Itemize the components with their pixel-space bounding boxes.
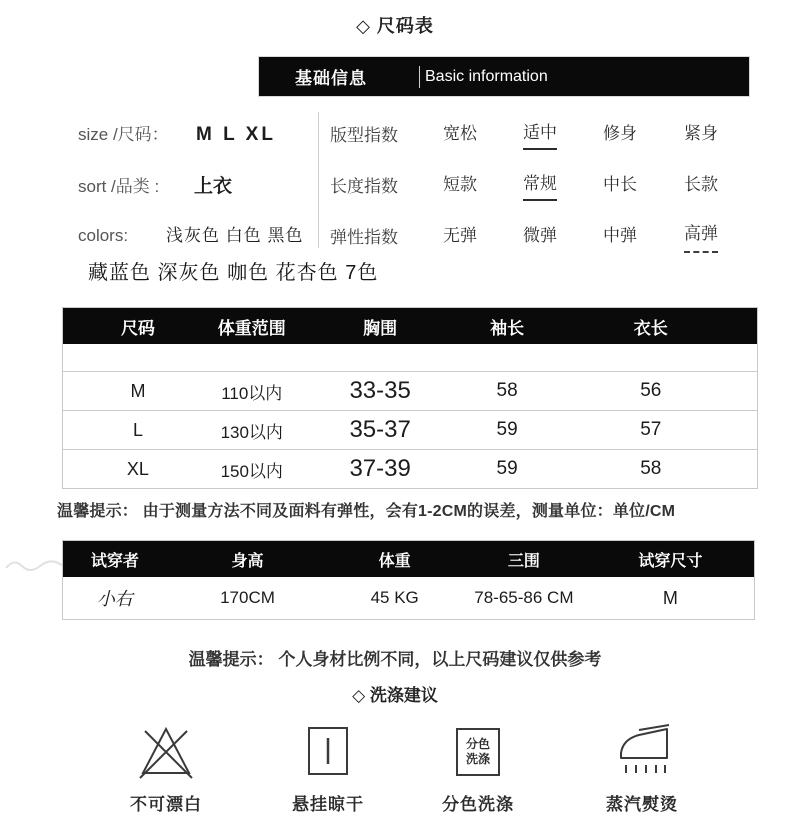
column-header: 胸围 bbox=[363, 318, 398, 338]
size-field-value: M L XL bbox=[196, 124, 276, 145]
bust-cell: 33-35 bbox=[349, 377, 411, 404]
wash-item-hang-dry bbox=[263, 720, 393, 815]
basic-info-header-bar bbox=[258, 56, 750, 97]
column-header: 体重 bbox=[378, 552, 411, 570]
sort-field-label: sort /品类 : bbox=[78, 177, 160, 196]
sleeve-cell: 58 bbox=[496, 380, 518, 401]
size-cell: M bbox=[130, 380, 146, 401]
fit-size-cell: M bbox=[662, 587, 678, 608]
size-field bbox=[78, 120, 276, 146]
measurement-notice: 温馨提示： 由于测量方法不同及面料有弹性，会有1-2CM的误差，测量单位：单位/CM bbox=[57, 503, 676, 520]
measurements-cell: 78-65-86 CM bbox=[474, 588, 574, 607]
height-cell: 170CM bbox=[220, 588, 275, 607]
fit-option-selected: 适中 bbox=[500, 118, 580, 150]
elasticity-option: 微弹 bbox=[523, 225, 557, 245]
fit-table-header bbox=[63, 541, 754, 577]
length-index-label: 长度指数 bbox=[330, 177, 398, 196]
length-option: 长款 bbox=[684, 174, 718, 194]
size-cell: L bbox=[132, 419, 143, 440]
wash-item-label: 悬挂晾干 bbox=[292, 795, 364, 814]
sort-field bbox=[78, 171, 232, 198]
colors-field-label: colors: bbox=[78, 226, 129, 245]
weight-cell: 130以内 bbox=[220, 422, 283, 442]
sort-field-value: 上衣 bbox=[194, 176, 233, 197]
length-index-row bbox=[322, 159, 742, 210]
length-option-selected: 常规 bbox=[500, 169, 580, 201]
size-table bbox=[62, 307, 758, 489]
wash-section-title: ◇ 洗涤建议 bbox=[352, 686, 438, 705]
wash-item-no-bleach bbox=[101, 720, 231, 815]
table-row bbox=[63, 372, 757, 411]
basic-info-title-zh: 基础信息 bbox=[295, 69, 367, 88]
weight-cell: 110以内 bbox=[221, 383, 283, 403]
column-header: 尺码 bbox=[120, 318, 155, 338]
length-option: 短款 bbox=[443, 174, 477, 194]
wash-item-label: 不可漂白 bbox=[130, 795, 202, 814]
empty-row bbox=[63, 344, 757, 372]
reference-notice: 温馨提示： 个人身材比例不同，以上尺码建议仅供参考 bbox=[188, 650, 602, 669]
column-header: 身高 bbox=[231, 552, 264, 570]
weight-cell: 45 KG bbox=[370, 588, 419, 607]
fit-option: 紧身 bbox=[684, 123, 718, 143]
length-cell: 57 bbox=[640, 419, 662, 440]
index-grid bbox=[322, 108, 742, 261]
size-field-label: size /尺码： bbox=[78, 125, 169, 144]
vertical-divider bbox=[419, 66, 420, 88]
table-row bbox=[63, 411, 757, 450]
elasticity-index-label: 弹性指数 bbox=[330, 228, 398, 247]
wash-item-label: 分色洗涤 bbox=[442, 795, 514, 814]
steam-iron-icon bbox=[577, 720, 707, 784]
no-bleach-icon bbox=[101, 720, 231, 784]
fit-report-table bbox=[62, 540, 755, 620]
sleeve-cell: 59 bbox=[496, 419, 518, 440]
elasticity-option: 中弹 bbox=[603, 225, 637, 245]
fit-option: 修身 bbox=[603, 123, 637, 143]
table-row bbox=[63, 450, 757, 488]
column-header: 袖长 bbox=[490, 318, 525, 338]
bust-cell: 35-37 bbox=[349, 416, 411, 443]
fit-option: 宽松 bbox=[443, 123, 477, 143]
column-header: 体重范围 bbox=[217, 318, 286, 338]
bust-cell: 37-39 bbox=[349, 455, 411, 482]
length-cell: 56 bbox=[640, 380, 662, 401]
length-cell: 58 bbox=[640, 458, 662, 479]
wash-item-steam-iron bbox=[577, 720, 707, 815]
fit-index-label: 版型指数 bbox=[330, 126, 398, 145]
page-title: ◇ 尺码表 bbox=[356, 16, 434, 36]
hang-dry-icon bbox=[263, 720, 393, 784]
weight-cell: 150以内 bbox=[220, 461, 283, 481]
size-cell: XL bbox=[126, 458, 149, 479]
column-header: 衣长 bbox=[633, 318, 668, 338]
wash-item-label: 蒸汽熨烫 bbox=[606, 795, 678, 814]
fitter-name-cell: 小右 bbox=[96, 589, 133, 610]
column-header: 试穿尺寸 bbox=[638, 552, 703, 570]
basic-info-title-en: Basic information bbox=[425, 67, 548, 85]
separate-wash-icon-text-line1: 分色 bbox=[465, 737, 490, 751]
colors-field bbox=[78, 221, 303, 246]
separate-wash-icon bbox=[413, 720, 543, 784]
column-header: 三围 bbox=[507, 552, 540, 570]
length-option: 中长 bbox=[603, 174, 637, 194]
colors-field-value-line2: 藏蓝色 深灰色 咖色 花杏色 7色 bbox=[88, 262, 379, 284]
section-divider bbox=[318, 112, 319, 248]
elasticity-index-row bbox=[322, 210, 742, 261]
elasticity-option-selected: 高弹 bbox=[660, 219, 742, 253]
table-row bbox=[63, 577, 754, 619]
column-header: 试穿者 bbox=[90, 552, 139, 570]
colors-field-value-line1: 浅灰色 白色 黑色 bbox=[166, 226, 304, 245]
separate-wash-icon-text-line2: 洗涤 bbox=[465, 752, 490, 766]
wash-item-separate-wash bbox=[413, 720, 543, 815]
size-table-header bbox=[63, 308, 757, 344]
sleeve-cell: 59 bbox=[496, 458, 518, 479]
elasticity-option: 无弹 bbox=[443, 225, 477, 245]
fit-index-row bbox=[322, 108, 742, 159]
